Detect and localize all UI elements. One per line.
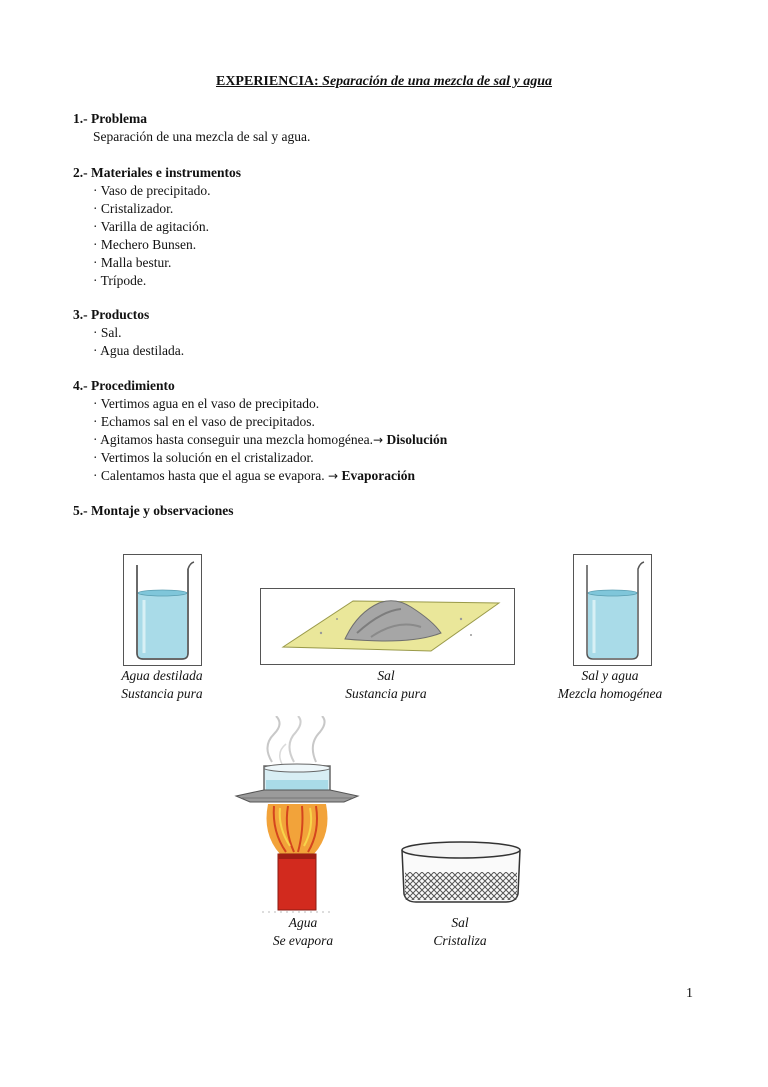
crystallizer-icon bbox=[398, 836, 524, 906]
list-item: · Trípode. bbox=[93, 273, 147, 288]
list-item bbox=[73, 467, 447, 485]
document-title bbox=[0, 74, 768, 90]
caption-line: Sal bbox=[451, 915, 469, 930]
list-item: · Echamos sal en el vaso de precipitados. bbox=[93, 414, 315, 429]
beaker-saltwater-icon bbox=[574, 555, 651, 665]
section-heading: 2.- Materiales e instrumentos bbox=[73, 165, 241, 180]
section-productos bbox=[73, 306, 184, 360]
title-label: EXPERIENCIA: bbox=[215, 74, 319, 89]
section-problema bbox=[73, 110, 310, 146]
caption-line: Agua bbox=[288, 915, 318, 930]
beaker-water-figure bbox=[123, 554, 202, 666]
caption-line: Sustancia pura bbox=[345, 686, 427, 701]
list-item: · Sal. bbox=[93, 325, 122, 340]
caption-line: Sustancia pura bbox=[121, 686, 203, 701]
caption-line: Se evapora bbox=[272, 933, 334, 948]
arrow-icon: → bbox=[328, 469, 339, 483]
caption-agua bbox=[100, 667, 224, 703]
list-item: · Vertimos agua en el vaso de precipitado. bbox=[93, 396, 320, 411]
list-item: · Mechero Bunsen. bbox=[93, 237, 197, 252]
caption-cristaliza bbox=[405, 914, 515, 950]
section-heading: 5.- Montaje y observaciones bbox=[73, 503, 234, 518]
section-materiales bbox=[73, 164, 241, 290]
beaker-saltwater-figure bbox=[573, 554, 652, 666]
caption-evapora bbox=[248, 914, 358, 950]
salt-pile-icon bbox=[261, 589, 514, 664]
caption-line: Sal y agua bbox=[581, 668, 639, 683]
section-heading: 3.- Productos bbox=[73, 307, 150, 322]
list-item: · Vaso de precipitado. bbox=[93, 183, 211, 198]
caption-line: Agua destilada bbox=[121, 668, 203, 683]
caption-sal bbox=[320, 667, 452, 703]
section-heading: 4.- Procedimiento bbox=[73, 378, 175, 393]
section-procedimiento bbox=[73, 377, 447, 485]
caption-line: Mezcla homogénea bbox=[557, 686, 663, 701]
salt-pile-figure bbox=[260, 588, 515, 665]
disolucion-label: Disolución bbox=[386, 432, 448, 447]
page-number: 1 bbox=[686, 986, 693, 1001]
list-item: · Varilla de agitación. bbox=[93, 219, 209, 234]
list-item bbox=[73, 431, 447, 449]
list-item: · Agua destilada. bbox=[93, 343, 185, 358]
list-item: · Cristalizador. bbox=[93, 201, 174, 216]
title-subtitle: Separación de una mezcla de sal y agua bbox=[322, 74, 553, 89]
problema-text: Separación de una mezcla de sal y agua. bbox=[93, 129, 311, 144]
evaporacion-label: Evaporación bbox=[341, 468, 415, 483]
caption-line: Sal bbox=[377, 668, 395, 683]
list-item: · Malla bestur. bbox=[93, 255, 172, 270]
caption-mezcla bbox=[540, 667, 680, 703]
arrow-icon: → bbox=[373, 433, 384, 447]
section-montaje bbox=[73, 502, 233, 520]
evaporation-burner-icon bbox=[232, 716, 362, 916]
caption-line: Cristaliza bbox=[433, 933, 487, 948]
list-item-text: · Agitamos hasta conseguir una mezcla homogénea. bbox=[93, 432, 374, 447]
list-item-text: · Calentamos hasta que el agua se evapora. bbox=[93, 468, 325, 483]
section-heading: 1.- Problema bbox=[73, 111, 147, 126]
beaker-water-icon bbox=[124, 555, 201, 665]
list-item: · Vertimos la solución en el cristalizador. bbox=[93, 450, 314, 465]
